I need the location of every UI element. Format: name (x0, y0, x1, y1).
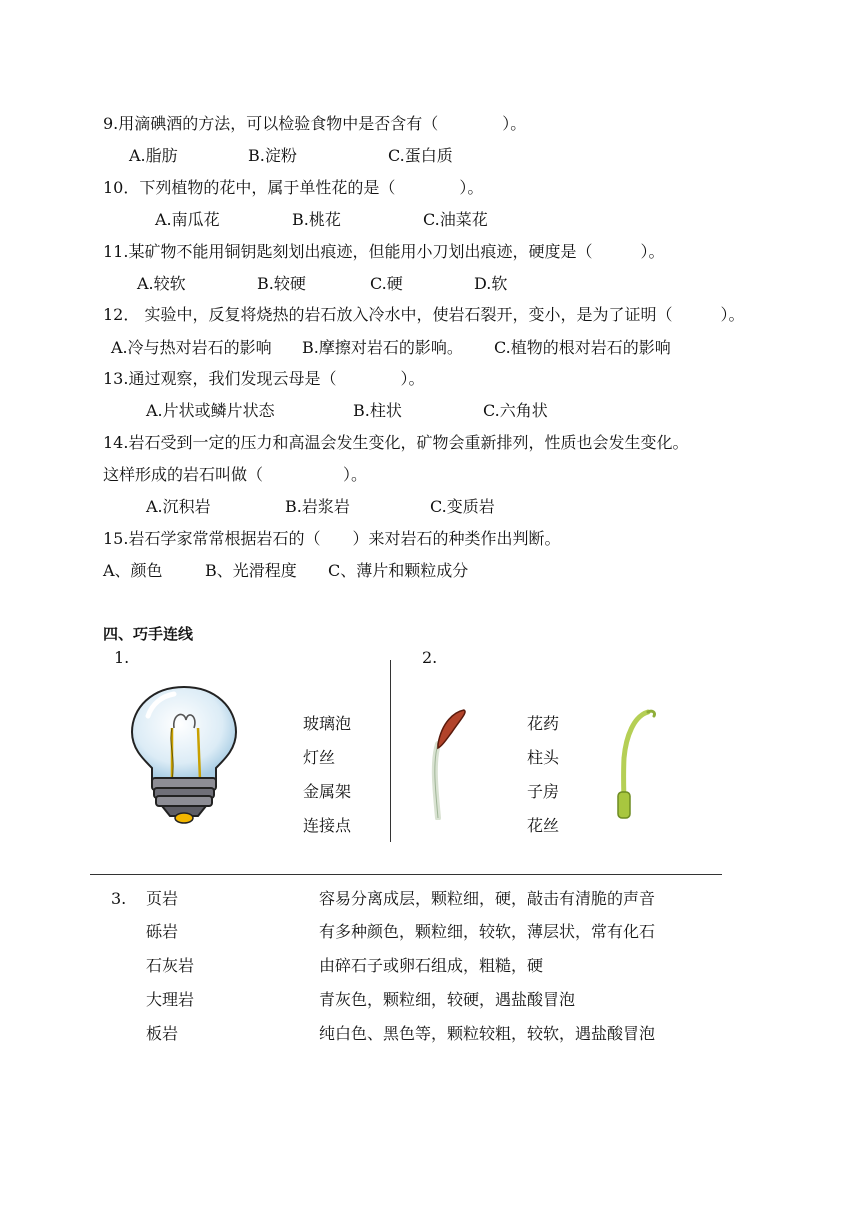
section-4-title: 四、巧手连线 (103, 625, 194, 643)
bulb-label-1: 玻璃泡 (303, 714, 352, 733)
question-9-option-c: C.蛋白质 (388, 146, 453, 165)
rock-name-1: 页岩 (146, 889, 179, 908)
rock-name-4: 大理岩 (146, 990, 195, 1009)
question-13-stem: 13.通过观察，我们发现云母是（ ）。 (103, 369, 425, 388)
question-9-option-b: B.淀粉 (248, 146, 297, 165)
flower-label-2: 柱头 (527, 748, 560, 767)
question-15-stem: 15.岩石学家常常根据岩石的（ ）来对岩石的种类作出判断。 (103, 529, 561, 548)
rock-name-5: 板岩 (146, 1024, 179, 1043)
question-12-option-c: C.植物的根对岩石的影响 (494, 338, 671, 357)
question-10-option-c: C.油菜花 (423, 210, 488, 229)
question-11-option-a: A.较软 (137, 274, 186, 293)
question-13-option-a: A.片状或鳞片状态 (146, 401, 275, 420)
stamen-icon (424, 704, 474, 820)
divider-horizontal (90, 874, 722, 875)
rock-description-3: 由碎石子或卵石组成，粗糙，硬 (319, 956, 544, 975)
question-11-stem: 11.某矿物不能用铜钥匙刻划出痕迹，但能用小刀划出痕迹，硬度是（ ）。 (103, 242, 665, 261)
question-14-stem-line2: 这样形成的岩石叫做（ ）。 (103, 465, 368, 484)
question-12-option-b: B.摩擦对岩石的影响。 (302, 338, 463, 357)
question-15-option-a: A、颜色 (103, 561, 163, 580)
rock-description-2: 有多种颜色，颗粒细，较软，薄层状，常有化石 (319, 922, 656, 941)
rock-name-2: 砾岩 (146, 922, 179, 941)
question-9-stem: 9.用滴碘酒的方法，可以检验食物中是否含有（ ）。 (103, 114, 527, 133)
divider-vertical (390, 660, 391, 842)
question-15-option-c: C、薄片和颗粒成分 (328, 561, 469, 580)
rock-name-3: 石灰岩 (146, 956, 195, 975)
question-13-option-c: C.六角状 (483, 401, 548, 420)
question-11-option-d: D.软 (474, 274, 508, 293)
pistil-icon (604, 708, 660, 822)
question-10-option-a: A.南瓜花 (155, 210, 220, 229)
question-13-option-b: B.柱状 (353, 401, 402, 420)
question-12-stem: 12． 实验中，反复将烧热的岩石放入冷水中，使岩石裂开，变小，是为了证明（ ）。 (103, 305, 745, 324)
question-12-option-a: A.冷与热对岩石的影响 (111, 338, 272, 357)
bulb-label-3: 金属架 (303, 782, 352, 801)
question-10-option-b: B.桃花 (292, 210, 341, 229)
question-15-option-b: B、光滑程度 (205, 561, 297, 580)
question-14-option-a: A.沉积岩 (146, 497, 211, 516)
bulb-label-4: 连接点 (303, 816, 352, 835)
question-14-option-b: B.岩浆岩 (285, 497, 350, 516)
matching-part-3-number: 3. (111, 889, 127, 908)
matching-part-1-number: 1. (114, 648, 130, 667)
matching-part-2-number: 2. (422, 648, 438, 667)
question-10-stem: 10．下列植物的花中，属于单性花的是（ ）。 (103, 178, 484, 197)
rock-description-4: 青灰色，颗粒细，较硬，遇盐酸冒泡 (319, 990, 576, 1009)
question-14-stem-line1: 14.岩石受到一定的压力和高温会发生变化，矿物会重新排列，性质也会发生变化。 (103, 433, 689, 452)
rock-description-1: 容易分离成层，颗粒细，硬，敲击有清脆的声音 (319, 889, 656, 908)
light-bulb-icon (128, 684, 240, 824)
question-9-option-a: A.脂肪 (129, 146, 178, 165)
question-14-option-c: C.变质岩 (430, 497, 495, 516)
flower-label-1: 花药 (527, 714, 560, 733)
flower-label-3: 子房 (527, 782, 560, 801)
bulb-label-2: 灯丝 (303, 748, 336, 767)
flower-label-4: 花丝 (527, 816, 560, 835)
rock-description-5: 纯白色、黑色等，颗粒较粗，较软，遇盐酸冒泡 (319, 1024, 656, 1043)
question-11-option-b: B.较硬 (257, 274, 306, 293)
question-11-option-c: C.硬 (370, 274, 403, 293)
